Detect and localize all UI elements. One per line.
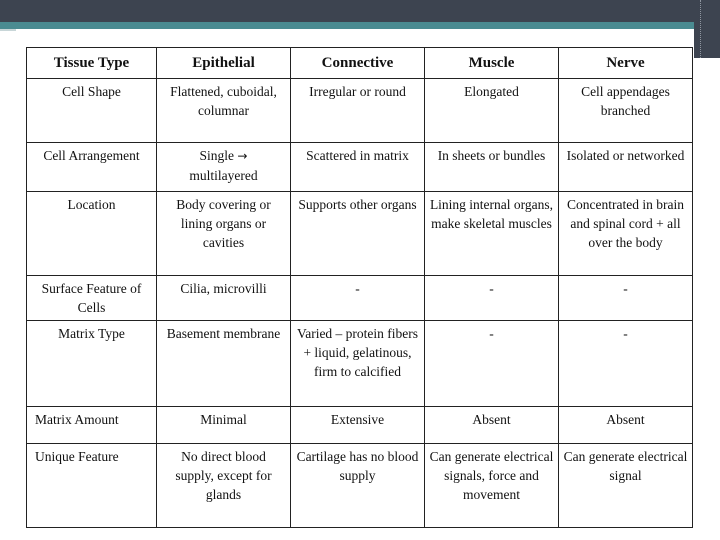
table-row-surface-feature: [27, 276, 693, 321]
table-cell: -: [559, 276, 693, 321]
row-label: Unique Feature: [27, 444, 157, 528]
table-cell: In sheets or bundles: [425, 143, 559, 192]
header-tissue-type: Tissue Type: [27, 48, 157, 79]
table-cell: Can generate electrical signal: [559, 444, 693, 528]
table-header-row: [27, 48, 693, 79]
table-cell: Absent: [425, 407, 559, 444]
table-cell: Irregular or round: [291, 79, 425, 143]
table-row-matrix-type: [27, 321, 693, 407]
arrangement-multilayered: multilayered: [189, 168, 258, 183]
table-cell: Body covering or lining organs or cavities: [157, 192, 291, 276]
header-connective: Connective: [291, 48, 425, 79]
row-label: Matrix Amount: [27, 407, 157, 444]
table-cell: Varied – protein fibers + liquid, gelatinous, firm to calcified: [291, 321, 425, 407]
table-cell: No direct blood supply, except for glands: [157, 444, 291, 528]
table-cell: Scattered in matrix: [291, 143, 425, 192]
row-label: Surface Feature of Cells: [27, 276, 157, 321]
table-row-unique-feature: [27, 444, 693, 528]
tissue-comparison-table: [26, 47, 693, 528]
table-cell: -: [425, 321, 559, 407]
row-label: Cell Arrangement: [27, 143, 157, 192]
arrow-right-icon: →: [237, 149, 248, 163]
table-cell: Flattened, cuboidal, columnar: [157, 79, 291, 143]
table-row-location: [27, 192, 693, 276]
table-row-matrix-amount: [27, 407, 693, 444]
header-muscle: Muscle: [425, 48, 559, 79]
table-cell: Elongated: [425, 79, 559, 143]
row-label: Location: [27, 192, 157, 276]
table-cell: -: [559, 321, 693, 407]
slide-accent-rule: [0, 29, 16, 31]
table-cell: Concentrated in brain and spinal cord + all over the body: [559, 192, 693, 276]
table-cell: Basement membrane: [157, 321, 291, 407]
row-label: Matrix Type: [27, 321, 157, 407]
table-cell: Extensive: [291, 407, 425, 444]
slide-header-bar: [0, 0, 720, 22]
table-cell: Cilia, microvilli: [157, 276, 291, 321]
table-cell: Isolated or networked: [559, 143, 693, 192]
table-cell: Minimal: [157, 407, 291, 444]
slide-accent-stripe: [0, 22, 720, 29]
row-label: Cell Shape: [27, 79, 157, 143]
table-row-cell-arrangement: [27, 143, 693, 192]
table-cell: -: [291, 276, 425, 321]
header-nerve: Nerve: [559, 48, 693, 79]
table-cell: Lining internal organs, make skeletal muscles: [425, 192, 559, 276]
table-row-cell-shape: [27, 79, 693, 143]
slide-corner-block: [694, 0, 720, 58]
table-cell: [157, 143, 291, 192]
table-cell: Supports other organs: [291, 192, 425, 276]
arrangement-single: Single: [199, 148, 235, 163]
table-cell: Cell appendages branched: [559, 79, 693, 143]
table-cell: -: [425, 276, 559, 321]
table-cell: Cartilage has no blood supply: [291, 444, 425, 528]
header-epithelial: Epithelial: [157, 48, 291, 79]
table-cell: Absent: [559, 407, 693, 444]
table-cell: Can generate electrical signals, force and movement: [425, 444, 559, 528]
